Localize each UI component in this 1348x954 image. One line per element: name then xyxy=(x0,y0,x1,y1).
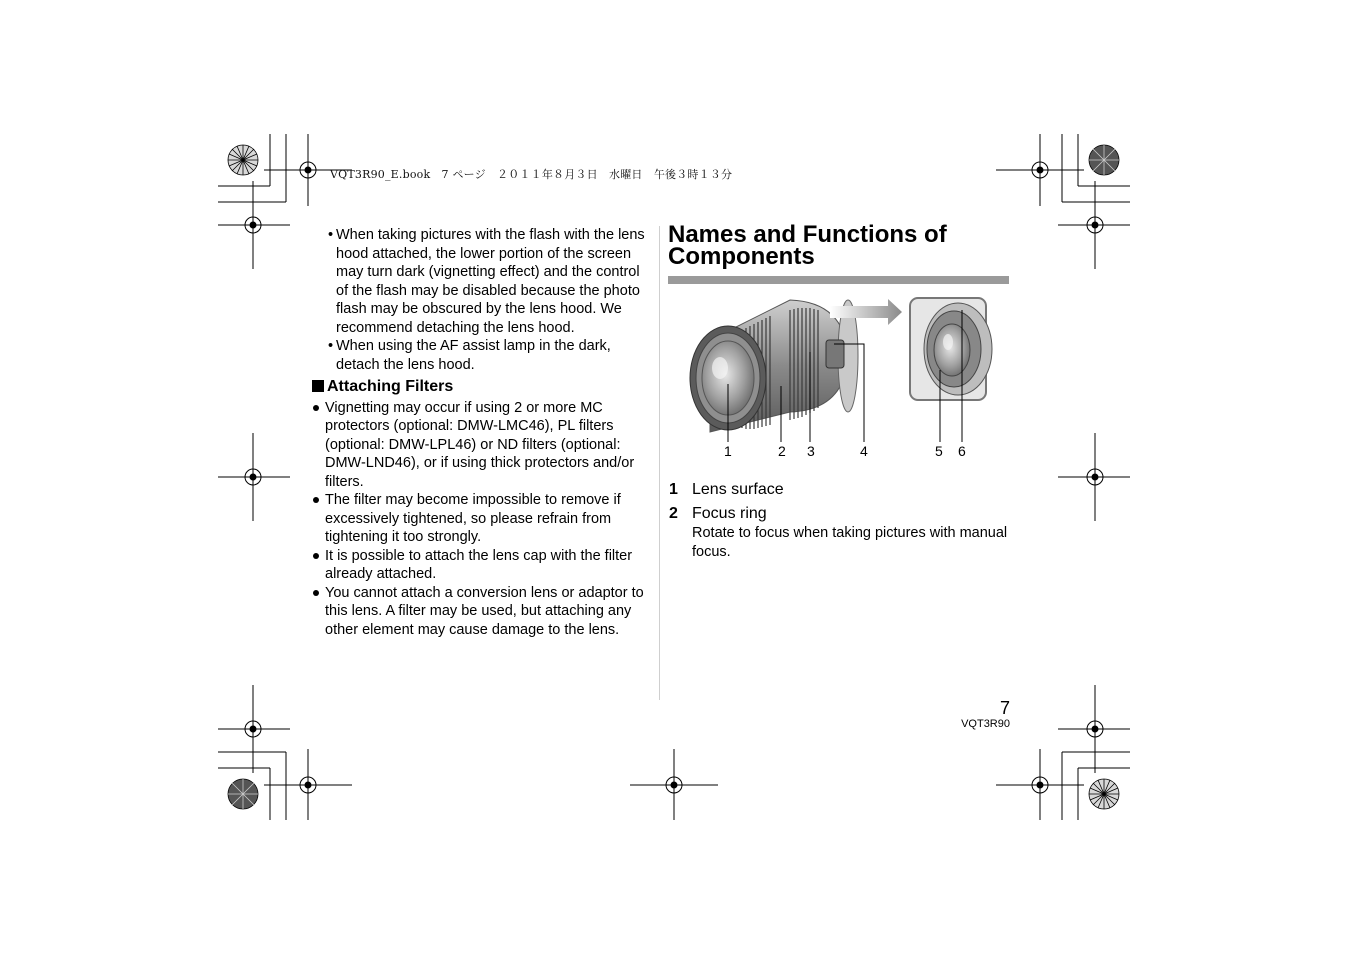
note-text: When taking pictures with the flash with the lens hood attached, the lower portion of the screen may turn dark (vignetting effect) and the control of the flash may be disabled because the photo flash may be obscured by the lens hood. We recommend detaching the lens hood. xyxy=(336,227,645,336)
bullet-dot xyxy=(313,497,319,503)
callout-number: 3 xyxy=(807,443,815,459)
page-title xyxy=(668,221,1013,270)
bullet-dot xyxy=(313,553,319,559)
section-title-text: Attaching Filters xyxy=(327,378,454,395)
list-item xyxy=(668,480,1013,500)
callout-number: 5 xyxy=(935,443,943,459)
lens-side-view xyxy=(690,300,858,432)
square-bullet-icon xyxy=(312,380,324,392)
bullet-text: You cannot attach a conversion lens or adaptor to this lens. A filter may be used, but attaching any other element may cause damage to the lens. xyxy=(325,584,644,638)
heading-rule xyxy=(668,276,1009,284)
print-header: VQT3R90_E.book 7 ページ ２０１１年８月３日 水曜日 午後３時１３分 xyxy=(330,168,733,181)
section-title xyxy=(312,378,653,397)
lens-mount-detail xyxy=(910,298,992,400)
component-number: 2 xyxy=(669,505,678,522)
list-item xyxy=(310,491,653,547)
bullet-dot xyxy=(313,405,319,411)
list-item xyxy=(310,337,653,374)
model-code: VQT3R90 xyxy=(961,718,1010,730)
list-item xyxy=(310,584,653,640)
list-item xyxy=(668,504,1013,561)
component-number: 1 xyxy=(669,481,678,498)
left-column xyxy=(310,226,653,639)
page-title-line: Components xyxy=(668,243,815,270)
component-description: Rotate to focus when taking pictures with manual focus. xyxy=(692,525,1008,560)
list-item xyxy=(310,547,653,584)
components-list xyxy=(668,480,1013,565)
column-divider xyxy=(659,226,660,700)
component-name: Focus ring xyxy=(692,505,767,522)
note-text: When using the AF assist lamp in the dark, detach the lens hood. xyxy=(336,338,611,373)
bullet-dot: • xyxy=(328,338,334,354)
list-item xyxy=(310,226,653,337)
bullet-text: It is possible to attach the lens cap with the filter already attached. xyxy=(325,547,633,582)
bullet-text: The filter may become impossible to remove if excessively tightened, so please refrain from tightening it too strongly. xyxy=(325,492,621,545)
page-number: 7 xyxy=(999,698,1010,718)
bullet-dot: • xyxy=(328,227,334,243)
page-title-line: Names and Functions of xyxy=(668,221,947,248)
callout-number: 4 xyxy=(860,443,868,459)
bullet-text: Vignetting may occur if using 2 or more MC protectors (optional: DMW-LMC46), PL filters (optional: DMW-LPL46) or ND filters (optional: DMW-LND46), or if using thick protectors and/or filters. xyxy=(325,399,635,490)
lens-diagram xyxy=(680,292,1000,467)
list-item xyxy=(310,399,653,492)
bullet-dot xyxy=(313,590,319,596)
component-name: Lens surface xyxy=(692,481,784,498)
callout-number: 2 xyxy=(778,443,786,459)
callout-number: 1 xyxy=(724,443,732,459)
callout-number: 6 xyxy=(958,443,966,459)
